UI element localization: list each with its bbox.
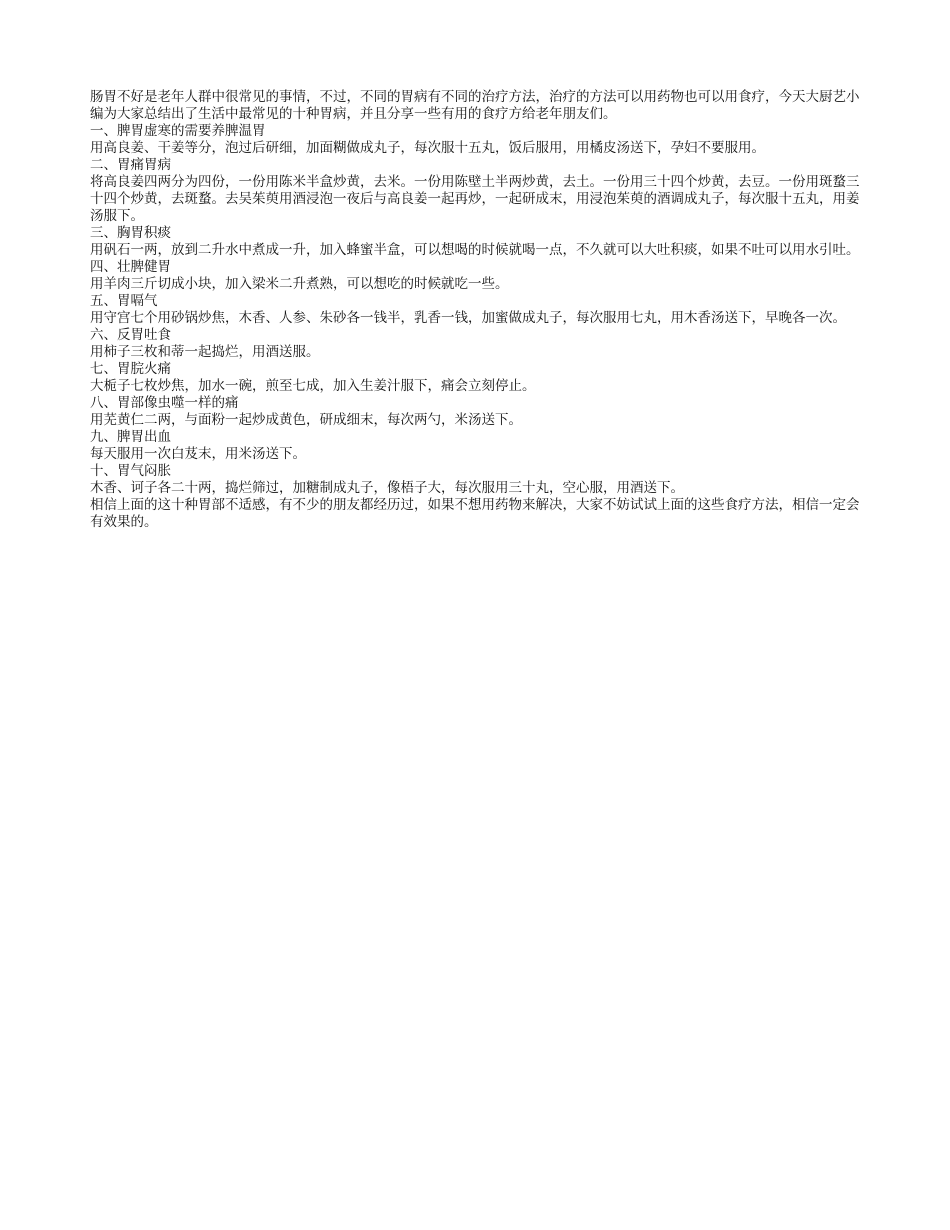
section-body-5: 用守宫七个用砂锅炒焦，木香、人参、朱砂各一钱半，乳香一钱，加蜜做成丸子，每次服用七丸，用木香汤送下，早晚各一次。	[90, 310, 846, 326]
section-heading-1: 一、脾胃虚寒的需要养脾温胃	[90, 123, 266, 139]
section-heading-3: 三、胸胃积痰	[90, 225, 171, 241]
section-heading-5: 五、胃嗝气	[90, 293, 158, 309]
section-body-8: 用芜黄仁二两，与面粉一起炒成黄色，研成细末，每次两勺，米汤送下。	[90, 412, 522, 428]
section-heading-10: 十、胃气闷胀	[90, 463, 171, 479]
section-heading-4: 四、壮脾健胃	[90, 259, 171, 275]
section-body-7: 大栀子七枚炒焦，加水一碗，煎至七成，加入生姜汁服下，痛会立刻停止。	[90, 378, 536, 394]
section-body-1: 用高良姜、干姜等分，泡过后研细，加面糊做成丸子，每次服十五丸，饭后服用，用橘皮汤送下，孕妇不要服用。	[90, 140, 765, 156]
section-heading-7: 七、胃脘火痛	[90, 361, 171, 377]
section-heading-9: 九、脾胃出血	[90, 429, 171, 445]
section-heading-2: 二、胃痛胃病	[90, 157, 171, 173]
document-body	[90, 89, 870, 531]
section-body-3: 用矾石一两，放到二升水中煮成一升，加入蜂蜜半盒，可以想喝的时候就喝一点，不久就可以大吐积痰，如果不吐可以用水引吐。	[90, 242, 860, 258]
section-body-2: 将高良姜四两分为四份，一份用陈米半盒炒黄，去米。一份用陈壁土半两炒黄，去土。一份用三十四个炒黄，去豆。一份用斑蝥三十四个炒黄，去斑蝥。去吴茱萸用酒浸泡一夜后与高良姜一起再炒，一起研成末，用浸泡茱萸的酒调成丸子，每次服十五丸，用姜汤服下。	[90, 174, 860, 224]
section-body-6: 用柿子三枚和蒂一起捣烂，用酒送服。	[90, 344, 320, 360]
section-body-10: 木香、诃子各二十两，捣烂筛过，加糖制成丸子，像梧子大，每次服用三十丸，空心服，用酒送下。	[90, 480, 684, 496]
conclusion-paragraph: 相信上面的这十种胃部不适感，有不少的朋友都经历过，如果不想用药物来解决，大家不妨试试上面的这些食疗方法，相信一定会有效果的。	[90, 497, 860, 530]
section-heading-8: 八、胃部像虫噬一样的痛	[90, 395, 239, 411]
section-body-4: 用羊肉三斤切成小块，加入梁米二升煮熟，可以想吃的时候就吃一些。	[90, 276, 509, 292]
section-body-9: 每天服用一次白芨末，用米汤送下。	[90, 446, 306, 462]
intro-paragraph: 肠胃不好是老年人群中很常见的事情，不过，不同的胃病有不同的治疗方法，治疗的方法可以用药物也可以用食疗，今天大厨艺小编为大家总结出了生活中最常见的十种胃病，并且分享一些有用的食疗方给老年朋友们。	[90, 89, 860, 122]
section-heading-6: 六、反胃吐食	[90, 327, 171, 343]
